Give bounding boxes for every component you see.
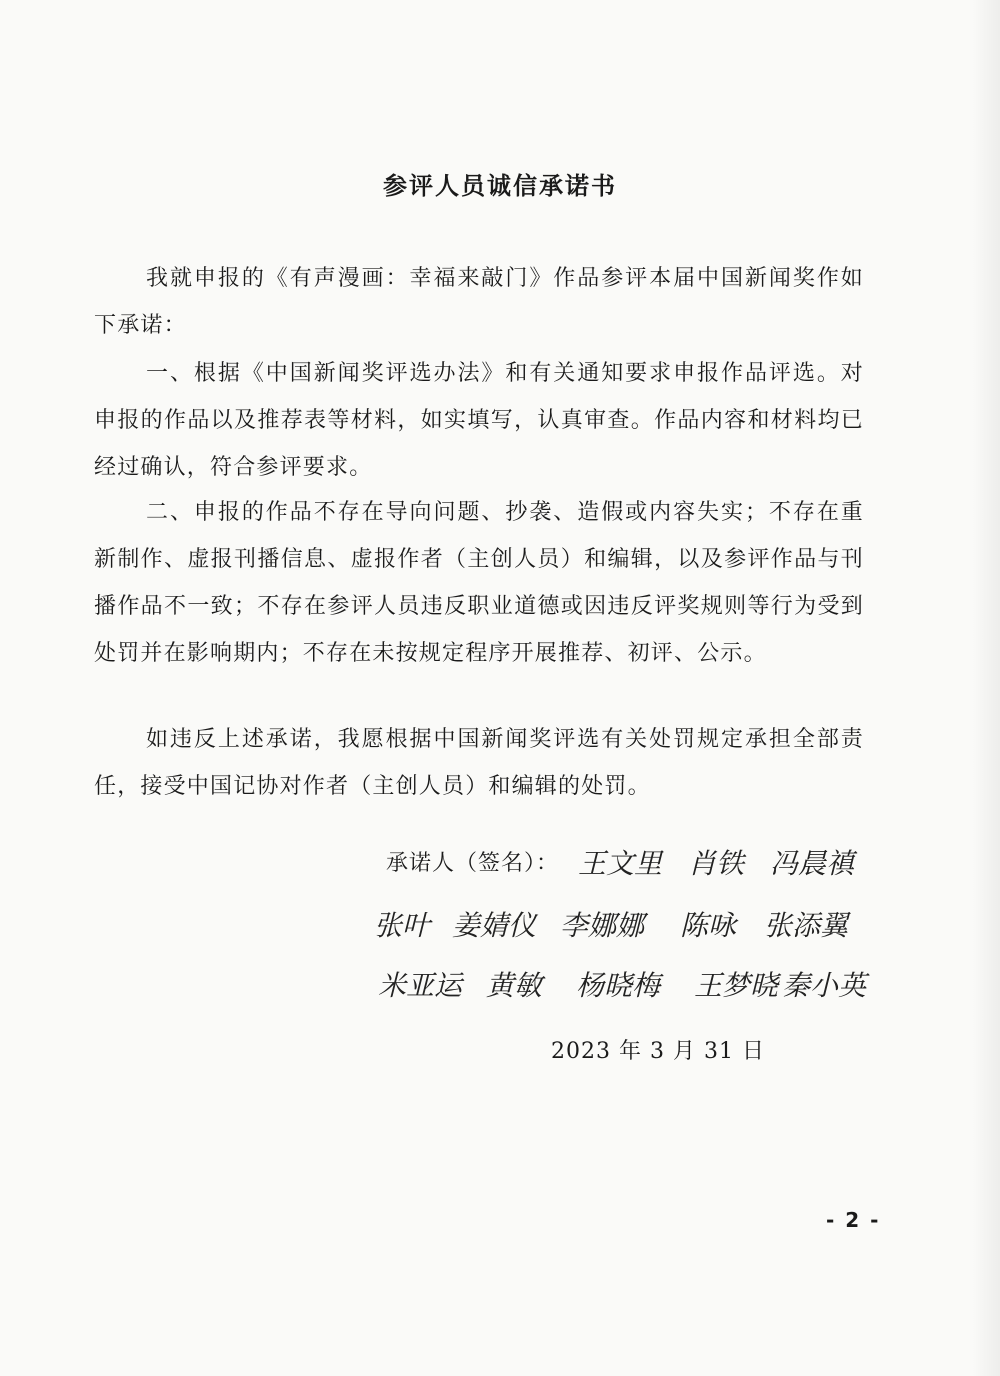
paragraph-item-1: 一、根据《中国新闻奖评选办法》和有关通知要求申报作品评选。对申报的作品以及推荐表等材料，如实填写，认真审查。作品内容和材料均已经过确认，符合参评要求。 xyxy=(94,361,864,480)
signature: 冯晨禛 xyxy=(770,847,855,880)
signature: 王梦晓 xyxy=(694,969,779,1002)
signature: 李娜娜 xyxy=(560,909,645,942)
signing-date: 2023 年 3 月 31 日 xyxy=(551,1039,765,1064)
paragraph-item-2: 二、申报的作品不存在导向问题、抄袭、造假或内容失实；不存在重新制作、虚报刊播信息、虚报作者（主创人员）和编辑，以及参评作品与刊播作品不一致；不存在参评人员违反职业道德或因违反评奖规则等行为受到处罚并在影响期内；不存在未按规定程序开展推荐、初评、公示。 xyxy=(94,500,864,666)
signature: 王文里 xyxy=(578,847,663,880)
paragraph-closing: 如违反上述承诺，我愿根据中国新闻奖评选有关处罚规定承担全部责任，接受中国记协对作者（主创人员）和编辑的处罚。 xyxy=(94,727,864,799)
signature: 黄敏 xyxy=(486,969,543,1002)
signature: 张叶 xyxy=(374,909,431,942)
signature: 张添翼 xyxy=(764,909,849,942)
signature-label: 承诺人（签名）： xyxy=(386,851,560,876)
signature: 肖铁 xyxy=(688,847,745,880)
page-number: - 2 - xyxy=(826,1208,881,1232)
signature: 秦小英 xyxy=(782,969,867,1002)
scan-edge-shadow xyxy=(972,0,1000,1376)
signature: 杨晓梅 xyxy=(576,969,661,1002)
signature: 姜婧仪 xyxy=(452,909,537,942)
document-title: 参评人员诚信承诺书 xyxy=(383,172,617,200)
paragraph-intro: 我就申报的《有声漫画：幸福来敲门》作品参评本届中国新闻奖作如下承诺： xyxy=(94,266,864,338)
signature: 陈咏 xyxy=(680,909,737,942)
signature: 米亚运 xyxy=(378,969,463,1002)
